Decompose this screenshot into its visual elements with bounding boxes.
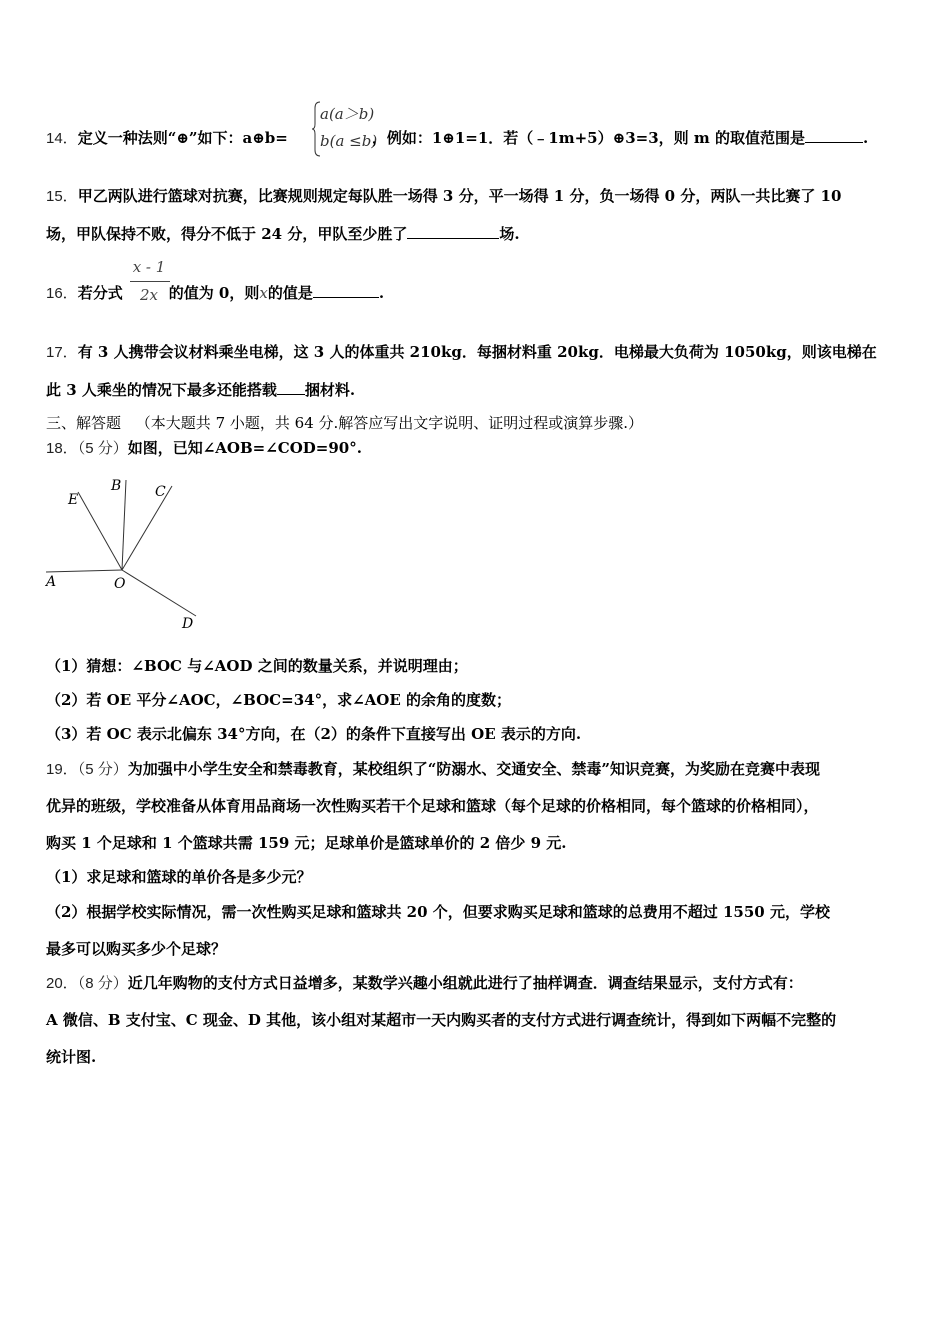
question-text: （1）猜想：∠BOC 与∠AOD 之间的数量关系，并说明理由； <box>46 657 468 675</box>
question-number: 16． <box>46 285 78 302</box>
question-18-part-1 <box>46 656 910 676</box>
fraction-numerator: x - 1 <box>132 258 166 276</box>
question-number: 18． <box>46 440 78 457</box>
piecewise-case-2: b(a ≤b) <box>320 132 378 150</box>
question-text: 近几年购物的支付方式日益增多，某数学兴趣小组就此进行了抽样调查．调查结果显示，支付方式有： <box>127 974 803 992</box>
fraction-denominator: 2x <box>139 286 158 304</box>
question-text: 场，甲队保持不败，得分不低于 24 分，甲队至少胜了 <box>46 225 408 243</box>
answer-blank[interactable] <box>805 128 863 143</box>
question-text: 场. <box>499 225 520 243</box>
question-text: （2）若 OE 平分∠AOC，∠BOC=34°，求∠AOE 的余角的度数； <box>46 691 511 709</box>
piecewise-case-1: a(a＞b) <box>320 105 375 123</box>
question-number: 17． <box>46 344 78 361</box>
question-text: 统计图. <box>46 1048 97 1066</box>
ray-OB <box>122 480 126 570</box>
question-16 <box>46 283 910 304</box>
question-text: 捆材料. <box>304 381 356 399</box>
question-text: A 微信、B 支付宝、C 现金、D 其他，该小组对某超市一天内购买者的支付方式进行调查统计，得到如下两幅不完整的 <box>46 1011 837 1029</box>
question-text: 的值为 0，则 <box>168 284 260 302</box>
question-text: 若分式 <box>77 284 123 302</box>
label-E: E <box>68 492 79 508</box>
question-19 <box>46 759 910 780</box>
section-heading <box>46 413 910 433</box>
question-text: 有 3 人携带会议材料乘坐电梯，这 3 人的体重共 210kg．每捆材料重 20kg．电梯最大负荷为 1050kg，则该电梯在 <box>77 343 877 361</box>
question-text: （3）若 OC 表示北偏东 34°方向，在（2）的条件下直接写出 OE 表示的方向. <box>46 725 582 743</box>
section-note: （本大题共 7 小题，共 64 分.解答应写出文字说明、证明过程或演算步骤.） <box>135 414 644 432</box>
question-number: 14． <box>46 130 78 147</box>
question-20-line-3 <box>46 1047 910 1067</box>
question-number: 20． <box>46 975 78 992</box>
question-19-line-2 <box>46 796 910 816</box>
question-15 <box>46 186 910 207</box>
variable-x: x <box>259 284 268 302</box>
label-A: A <box>46 574 57 590</box>
section-title: 三、解答题 <box>46 414 122 432</box>
answer-blank[interactable] <box>407 224 499 239</box>
question-text: 的值是 <box>267 284 313 302</box>
angle-diagram <box>44 472 214 634</box>
question-text: 为加强中小学生安全和禁毒教育，某校组织了“防溺水、交通安全、禁毒”知识竞赛，为奖励在竞赛中表现 <box>127 760 820 778</box>
question-text: 此 3 人乘坐的情况下最多还能搭载 <box>46 381 277 399</box>
question-text: 优异的班级，学校准备从体育用品商场一次性购买若干个足球和篮球（每个足球的价格相同，每个篮球的价格相同）， <box>46 797 819 815</box>
question-number: 15． <box>46 188 78 205</box>
question-18-part-2 <box>46 690 910 710</box>
question-17 <box>46 342 910 363</box>
fraction-bar <box>130 281 170 282</box>
question-19-line-3 <box>46 833 910 853</box>
question-20-line-2 <box>46 1010 910 1030</box>
period: . <box>862 129 869 147</box>
question-text: ，例如：1⊕1=1．若（﹣1m+5）⊕3=3，则 m 的取值范围是 <box>371 129 805 147</box>
ray-OA <box>46 570 122 572</box>
question-score: （8 分） <box>77 975 128 992</box>
question-19-part-2 <box>46 902 910 922</box>
question-18-part-3 <box>46 724 910 744</box>
label-C: C <box>155 484 166 500</box>
question-text: （2）根据学校实际情况，需一次性购买足球和篮球共 20 个，但要求购买足球和篮球的总费用不超过 1550 元，学校 <box>46 903 830 921</box>
ray-OE <box>78 492 122 570</box>
label-O: O <box>114 576 126 592</box>
label-B: B <box>111 478 122 494</box>
question-number: 19． <box>46 761 78 778</box>
question-15-line-2 <box>46 224 910 244</box>
question-14 <box>46 128 910 149</box>
question-18 <box>46 438 910 459</box>
period: . <box>378 284 385 302</box>
question-text: 定义一种法则“⊕”如下：a⊕b= <box>77 129 288 147</box>
question-text: 最多可以购买多少个足球？ <box>46 940 227 958</box>
question-text: （1）求足球和篮球的单价各是多少元？ <box>46 868 312 886</box>
angle-figure <box>44 472 214 634</box>
label-D: D <box>182 616 194 632</box>
answer-blank[interactable] <box>313 283 379 298</box>
ray-OD <box>122 570 196 616</box>
question-score: （5 分） <box>77 440 128 457</box>
question-text: 如图，已知∠AOB=∠COD=90°. <box>127 439 362 457</box>
question-19-part-2-line-2 <box>46 939 910 959</box>
question-text: 购买 1 个足球和 1 个篮球共需 159 元；足球单价是篮球单价的 2 倍少 9 元. <box>46 834 567 852</box>
question-score: （5 分） <box>77 761 128 778</box>
question-20 <box>46 973 910 994</box>
question-17-line-2 <box>46 380 910 400</box>
answer-blank[interactable] <box>277 380 305 395</box>
question-text: 甲乙两队进行篮球对抗赛，比赛规则规定每队胜一场得 3 分，平一场得 1 分，负一场得 0 分，两队一共比赛了 10 <box>77 187 842 205</box>
question-19-part-1 <box>46 867 910 887</box>
